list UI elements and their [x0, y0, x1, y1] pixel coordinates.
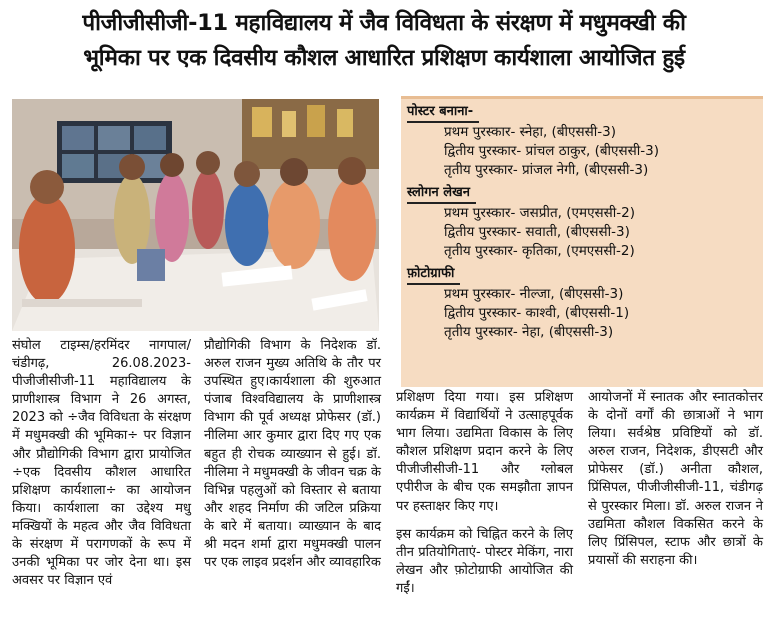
article-column-4: [588, 389, 763, 570]
column-2-text: प्रौद्योगिकी विभाग के निदेशक डॉ. अरुल राजन मुख्य अतिथि के तौर पर उपस्थित हुए।कार्यशाला की शुरुआत पंजाब विश्वविद्यालय के प्राणीशास्त्र विभाग की पूर्व अध्यक्ष प्रोफेसर (डॉ.) नीलिमा आर कुमार द्वारा दिए गए एक बहुत ही रोचक व्याख्यान से हुई। डॉ. नीलिमा ने मधुमक्खी के जीवन चक्र के विभिन्न पहलुओं को विस्तार से बताया और शहद निर्माण की जटिल प्रक्रिया के बारे में बताया। व्याख्यान के बाद श्री मदन शर्मा द्वारा मधुमक्खी पालन पर एक लाइव प्रदर्शन और व्यावहारिक: [204, 338, 381, 571]
column-3-paragraph-2: इस कार्यक्रम को चिह्नित करने के लिए तीन प्रतियोगिताएं- पोस्टर मेकिंग, नारा लेखन और फ़ोटोग्राफी आयोजित की गईं।: [396, 526, 573, 596]
poster-first: प्रथम पुरस्कार- स्नेहा, (बीएससी-3): [444, 124, 616, 140]
slogan-second: द्वितीय पुरस्कार- सवाती, (बीएससी-3): [444, 224, 630, 240]
poster-second: द्वितीय पुरस्कार- प्रांचल ठाकुर, (बीएससी-3): [444, 143, 659, 159]
article-column-3: [396, 389, 573, 598]
event-photo-illustration: [12, 99, 379, 331]
slogan-first: प्रथम पुरस्कार- जसप्रीत, (एमएससी-2): [444, 205, 636, 221]
poster-section: [401, 99, 763, 180]
column-1-text: संघोल टाइम्स/हरमिंदर नागपाल/ चंडीगढ़, 26.08.2023- पीजीजीसीजी-11 महाविद्यालय के प्राणीशास्त्र विभाग ने 26 अगस्त, 2023 को ÷जैव विविधता के संरक्षण में मधुमक्खी की भूमिका÷ पर विज्ञान और प्रौद्योगिकी विभाग द्वारा प्रायोजित ÷एक दिवसीय कौशल आधारित प्रशिक्षण कार्यशाला÷ का आयोजन किया। कार्यशाला का उद्देश्य मधु मक्खियों के महत्व और जैव विविधता के संरक्षण में परागणकों के रूप में उनकी भूमिका पर जोर देना था। इस अवसर पर विज्ञान एवं: [12, 338, 191, 589]
photography-second: द्वितीय पुरस्कार- काश्वी, (बीएससी-1): [444, 305, 630, 321]
column-4-text: आयोजनों में स्नातक और स्नातकोत्तर के दोनों वर्गों की छात्राओं ने भाग लिया। सर्वश्रेष्ठ प्रविष्टियों को डॉ. अरुल राजन, निदेशक, डीएसटी और प्रोफेसर (डॉ.) अनीता कौशल, प्रिंसिपल, पीजीजीसीजी-11, चंडीगढ़ से पुरस्कार मिला। डॉ. अरुल राजन ने उद्यमिता कौशल विकसित करने के लिए प्रिंसिपल, स्टाफ और छात्रों के प्रयासों की सराहना की।: [588, 390, 763, 568]
photography-section: [401, 261, 763, 342]
article-column-1: [12, 337, 191, 590]
headline-line-2: भूमिका पर एक दिवसीय कौशल आधारित प्रशिक्षण कार्यशाला आयोजित हुई: [83, 45, 685, 71]
slogan-third: तृतीय पुरस्कार- कृतिका, (एमएससी-2): [444, 243, 635, 259]
photography-first: प्रथम पुरस्कार- नील्जा, (बीएससी-3): [444, 286, 624, 302]
photography-title: फ़ोटोग्राफी: [407, 265, 460, 285]
event-photo: [12, 99, 379, 331]
poster-third: तृतीय पुरस्कार- प्रांजल नेगी, (बीएससी-3): [444, 162, 649, 178]
poster-title: पोस्टर बनाना-: [407, 103, 479, 123]
headline-line-1: पीजीजीसीजी-11 महाविद्यालय में जैव विविधता के संरक्षण में मधुमक्खी की: [82, 10, 686, 36]
slogan-title: स्लोगन लेखन: [407, 184, 476, 204]
article-column-2: [204, 337, 381, 572]
slogan-section: [401, 180, 763, 261]
photography-third: तृतीय पुरस्कार- नेहा, (बीएससी-3): [444, 324, 614, 340]
headline: [0, 6, 768, 76]
column-3-paragraph-1: प्रशिक्षण दिया गया। इस प्रशिक्षण कार्यक्रम में विद्यार्थियों ने उत्साहपूर्वक भाग लिया। उद्यमिता विकास के लिए कौशल प्रशिक्षण प्रदान करने के लिए पीजीजीसीजी-11 और ग्लोबल एपीरीज के बीच एक समझौता ज्ञापन पर हस्ताक्षर किए गए।: [396, 390, 573, 514]
winners-box: [401, 96, 763, 387]
